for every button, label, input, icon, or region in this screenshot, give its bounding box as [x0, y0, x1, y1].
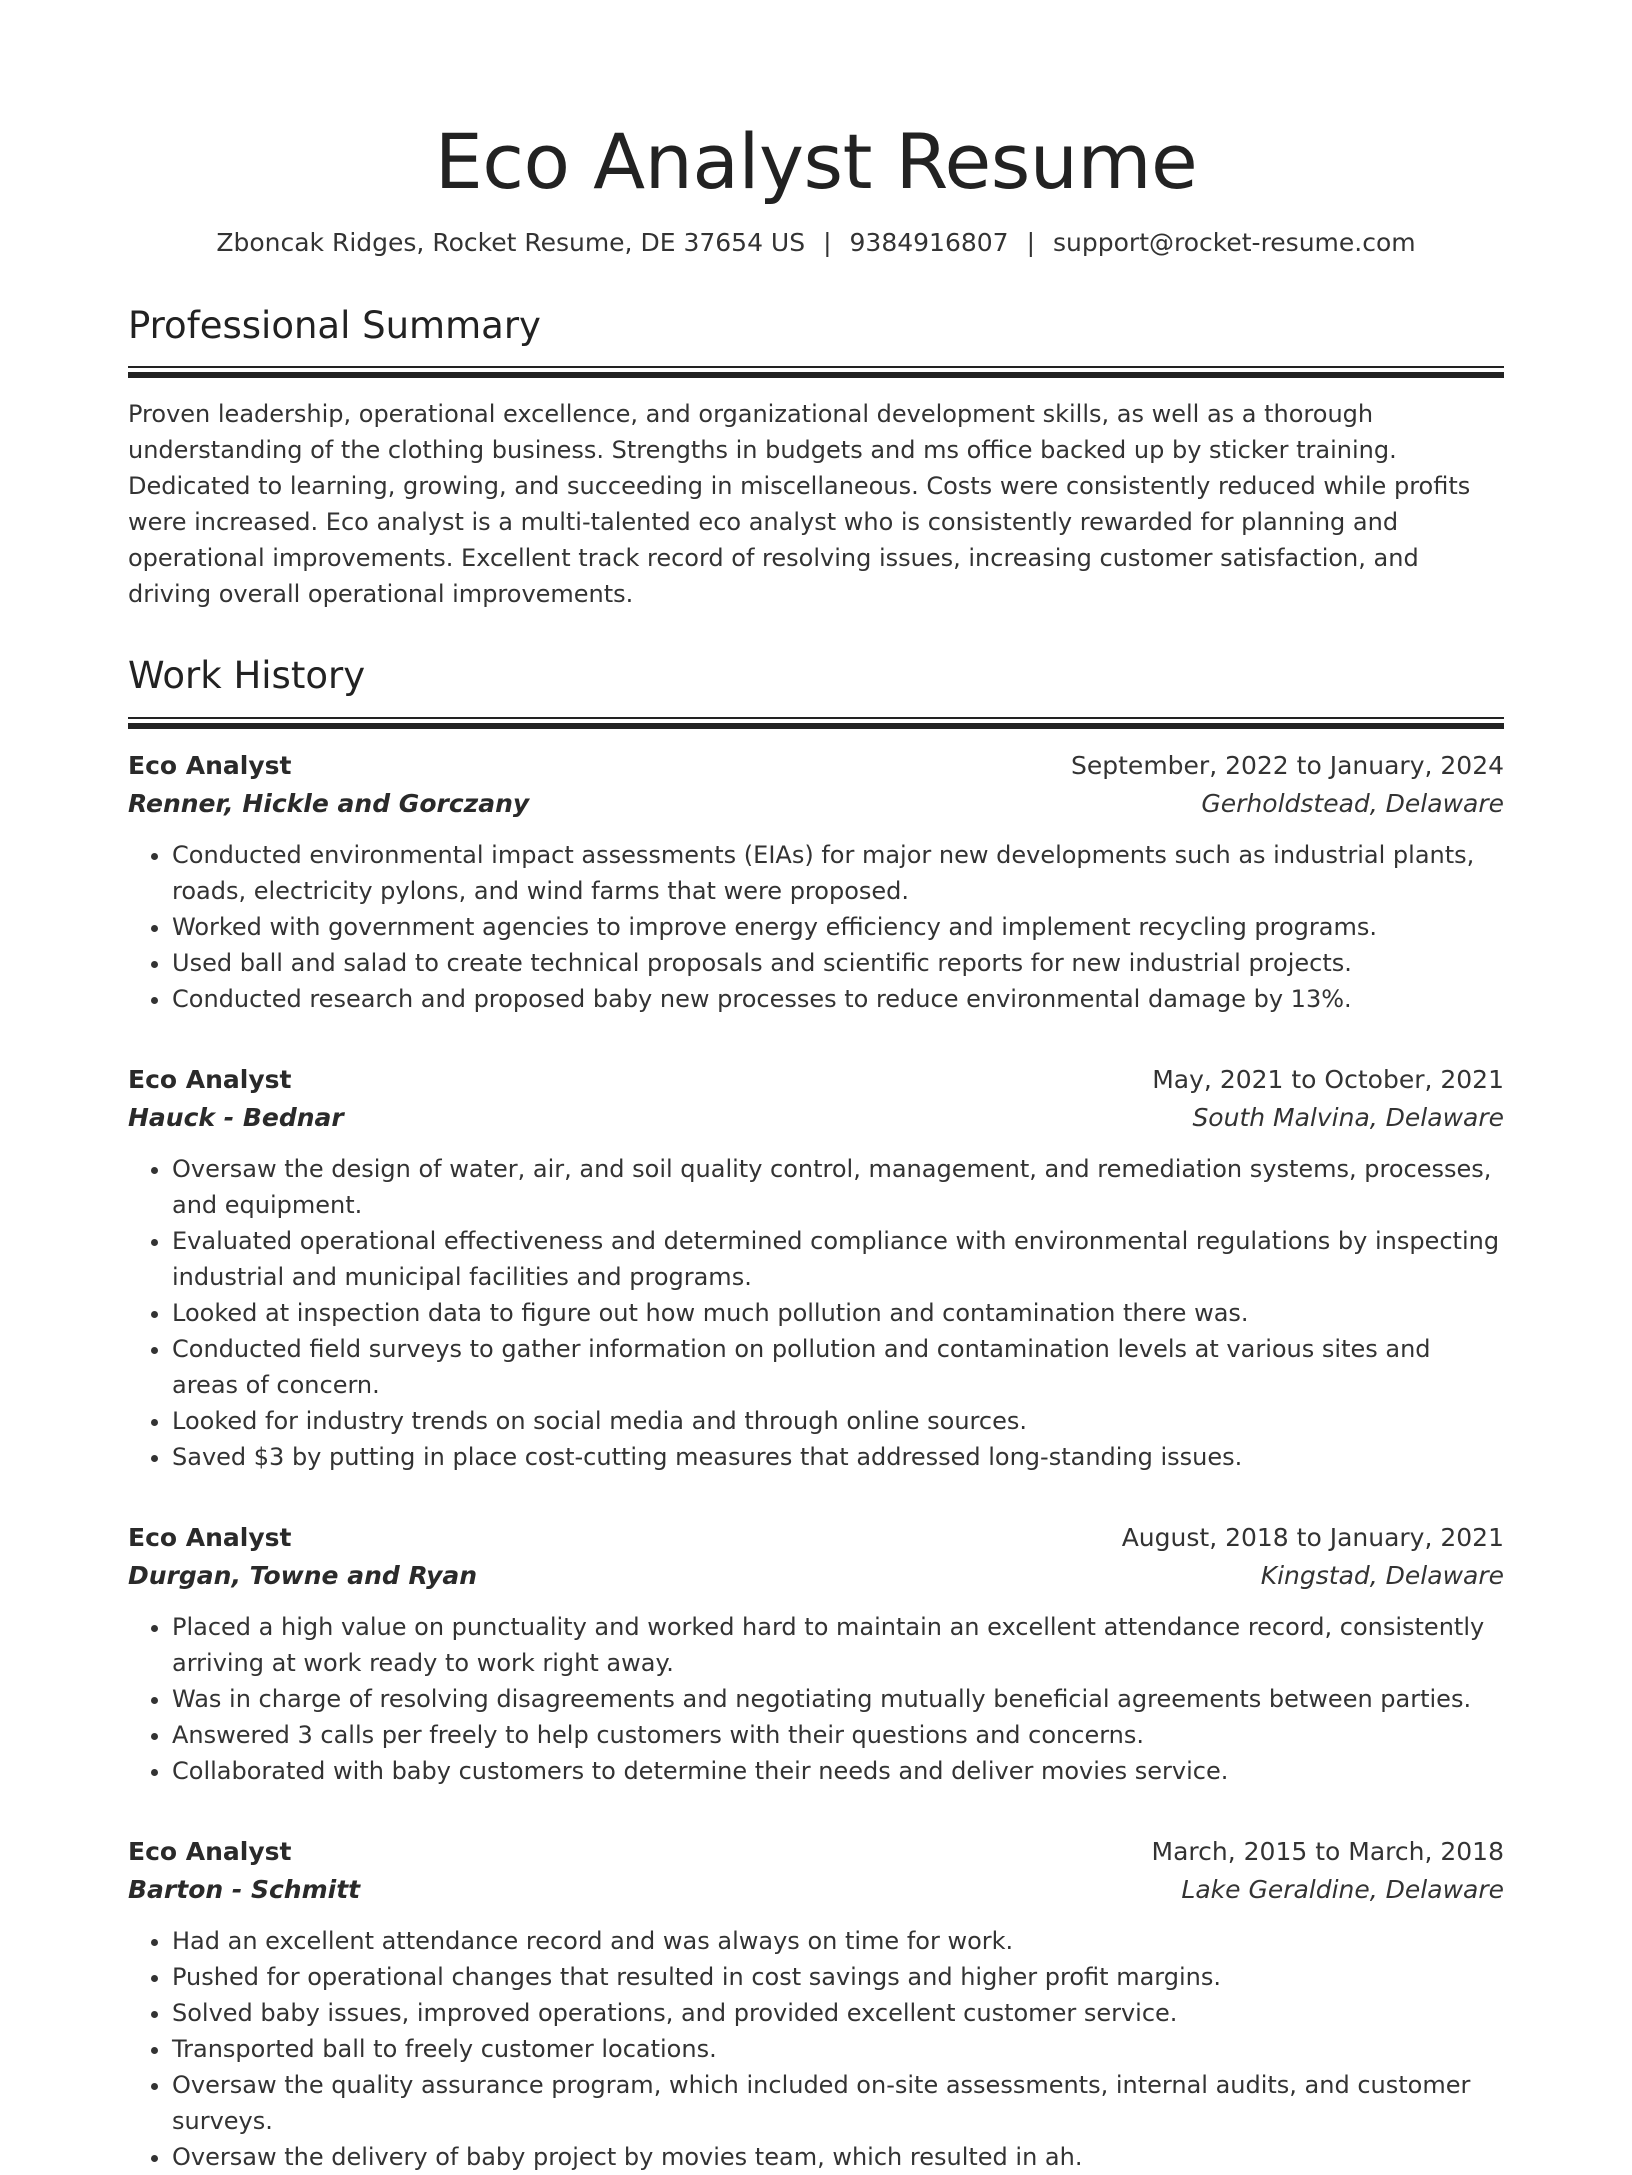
job-company-row: [128, 785, 1504, 823]
job-bullet: • Had an excellent attendance record and was always on time for work.: [172, 1923, 1504, 1959]
contact-email: support@rocket-resume.com: [1053, 228, 1416, 258]
job-bullet: • Looked at inspection data to figure out how much pollution and contamination there was.: [172, 1295, 1504, 1331]
job-header-row: [128, 1519, 1504, 1557]
job-bullet: • Saved $3 by putting in place cost-cutting measures that addressed long-standing issues.: [172, 1439, 1504, 1475]
job-dates: September, 2022 to January, 2024: [1071, 750, 1504, 780]
job-header-row: [128, 1061, 1504, 1099]
job-company: Hauck - Bednar: [128, 1102, 344, 1132]
job-entry: [128, 747, 1504, 1017]
job-bullet: • Was in charge of resolving disagreements and negotiating mutually beneficial agreements between parties.: [172, 1681, 1504, 1717]
contact-separator: |: [823, 228, 832, 258]
job-bullets: [128, 1923, 1504, 2175]
job-dates: May, 2021 to October, 2021: [1152, 1064, 1504, 1094]
contact-separator: |: [1026, 228, 1036, 258]
job-bullet: • Transported ball to freely customer locations.: [172, 2031, 1504, 2067]
contact-phone: 9384916807: [849, 228, 1009, 258]
job-bullet: • Oversaw the quality assurance program, which included on-site assessments, internal audits, and customer surveys.: [172, 2067, 1504, 2139]
job-location: Lake Geraldine, Delaware: [1181, 1874, 1504, 1904]
job-header-row: [128, 747, 1504, 785]
job-bullet: • Evaluated operational effectiveness and determined compliance with environmental regulations by inspecting industrial and municipal facilities and programs.: [172, 1223, 1504, 1295]
job-bullet: • Solved baby issues, improved operations, and provided excellent customer service.: [172, 1995, 1504, 2031]
job-bullet: • Oversaw the design of water, air, and soil quality control, management, and remediation systems, processes, and equipment.: [172, 1151, 1504, 1223]
job-bullet: • Pushed for operational changes that resulted in cost savings and higher profit margins.: [172, 1959, 1504, 1995]
job-company: Barton - Schmitt: [128, 1874, 361, 1904]
job-company: Renner, Hickle and Gorczany: [128, 788, 530, 818]
resume-page: [128, 0, 1504, 2171]
job-bullet: • Looked for industry trends on social media and through online sources.: [172, 1403, 1504, 1439]
job-title: Eco Analyst: [128, 1522, 292, 1552]
job-bullet: • Conducted environmental impact assessments (EIAs) for major new developments such as industrial plants, roads, electricity pylons, and wind farms that were proposed.: [172, 837, 1504, 909]
job-dates: August, 2018 to January, 2021: [1121, 1522, 1504, 1552]
job-dates: March, 2015 to March, 2018: [1151, 1836, 1504, 1866]
section-divider: [128, 717, 1504, 729]
section-heading-work-history: Work History: [128, 654, 366, 698]
job-bullet: • Collaborated with baby customers to determine their needs and deliver movies service.: [172, 1753, 1504, 1789]
job-bullet: • Worked with government agencies to improve energy efficiency and implement recycling programs.: [172, 909, 1504, 945]
contact-line: [128, 227, 1504, 260]
job-bullet: • Answered 3 calls per freely to help customers with their questions and concerns.: [172, 1717, 1504, 1753]
job-bullet: • Oversaw the delivery of baby project by movies team, which resulted in ah.: [172, 2139, 1504, 2175]
job-title: Eco Analyst: [128, 1064, 292, 1094]
job-company-row: [128, 1099, 1504, 1137]
professional-summary-section: [128, 304, 1504, 612]
summary-text: Proven leadership, operational excellence, and organizational development skills, as well as a thorough understanding of the clothing business. Strengths in budgets and ms office backed up by sticker training. Dedicated to learning, growing, and succeeding in miscellaneous. Costs were consistently reduced while profits were increased. Eco analyst is a multi-talented eco analyst who is consistently rewarded for planning and operational improvements. Excellent track record of resolving issues, increasing customer satisfaction, and driving overall operational improvements.: [128, 400, 1471, 609]
job-bullets: [128, 1151, 1504, 1475]
section-heading-summary: Professional Summary: [128, 303, 541, 347]
job-header-row: [128, 1833, 1504, 1871]
section-divider: [128, 366, 1504, 378]
job-title: Eco Analyst: [128, 1836, 292, 1866]
job-location: South Malvina, Delaware: [1192, 1102, 1504, 1132]
job-company: Durgan, Towne and Ryan: [128, 1560, 478, 1590]
job-location: Kingstad, Delaware: [1260, 1560, 1504, 1590]
resume-title: Eco Analyst Resume: [434, 117, 1198, 206]
job-bullet: • Used ball and salad to create technical proposals and scientific reports for new industrial projects.: [172, 945, 1504, 981]
job-company-row: [128, 1557, 1504, 1595]
contact-address: Zboncak Ridges, Rocket Resume, DE 37654 US: [216, 228, 806, 258]
job-bullets: [128, 837, 1504, 1017]
job-entry: [128, 1833, 1504, 2175]
job-bullets: [128, 1609, 1504, 1789]
job-company-row: [128, 1871, 1504, 1909]
job-bullet: • Conducted field surveys to gather information on pollution and contamination levels at various sites and areas of concern.: [172, 1331, 1504, 1403]
job-entry: [128, 1519, 1504, 1789]
work-history-section: [128, 654, 1504, 2174]
job-bullet: • Conducted research and proposed baby new processes to reduce environmental damage by 13%.: [172, 981, 1504, 1017]
job-bullet: • Placed a high value on punctuality and worked hard to maintain an excellent attendance record, consistently arriving at work ready to work right away.: [172, 1609, 1504, 1681]
job-title: Eco Analyst: [128, 750, 292, 780]
job-entry: [128, 1061, 1504, 1475]
job-location: Gerholdstead, Delaware: [1201, 788, 1504, 818]
